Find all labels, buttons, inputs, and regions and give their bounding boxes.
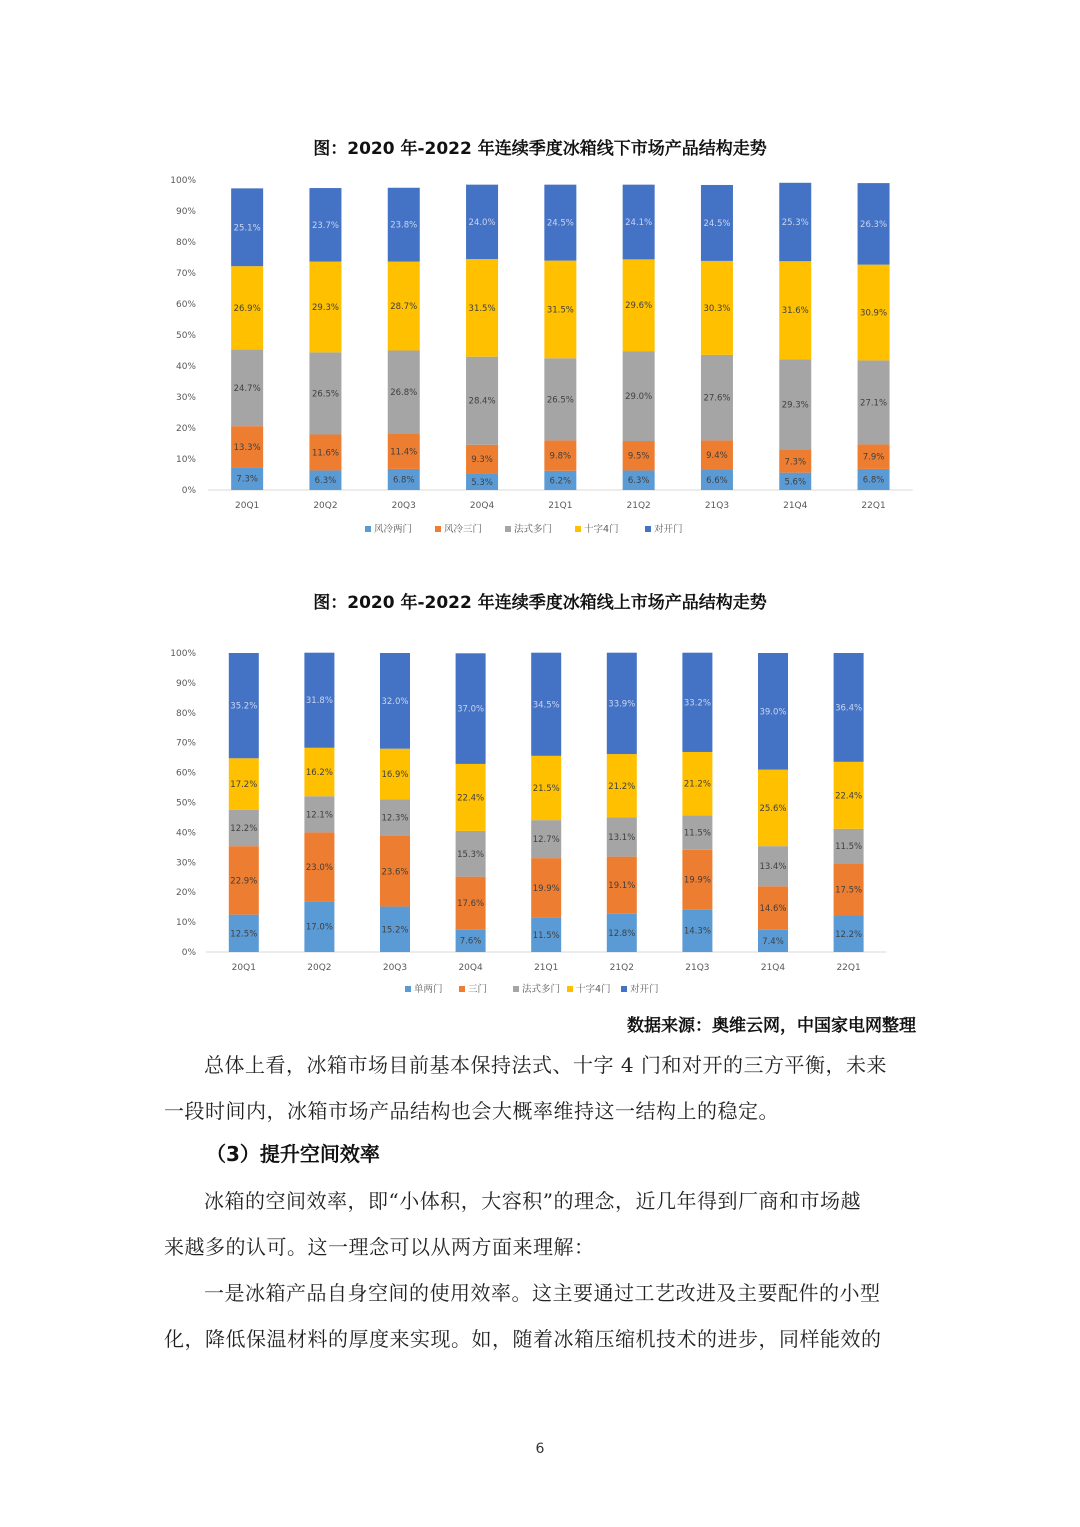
- data-label: 12.1%: [305, 810, 333, 821]
- data-label: 24.0%: [468, 217, 496, 228]
- data-label: 27.6%: [703, 393, 731, 404]
- y-tick-label: 100%: [170, 176, 196, 186]
- data-label: 17.5%: [835, 885, 863, 896]
- y-tick-label: 30%: [175, 393, 196, 403]
- data-label: 34.5%: [532, 700, 560, 711]
- chart-offline: [0, 165, 1080, 550]
- data-label: 7.3%: [236, 474, 258, 485]
- data-label: 17.6%: [457, 898, 485, 909]
- legend-swatch: [645, 526, 651, 532]
- paragraph-line: 化，降低保温材料的厚度来实现。如，随着冰箱压缩机技术的进步，同样能效的: [164, 1327, 882, 1351]
- category-label: 22Q1: [861, 501, 886, 511]
- data-label: 16.9%: [381, 769, 409, 780]
- data-label: 29.0%: [625, 392, 653, 403]
- legend-label: 风冷三门: [444, 524, 483, 535]
- data-label: 28.4%: [468, 396, 496, 407]
- y-tick-label: 20%: [175, 888, 196, 899]
- data-label: 11.6%: [311, 448, 339, 459]
- paragraph-summary: [164, 1042, 916, 1134]
- category-label: 20Q2: [313, 501, 338, 511]
- data-label: 19.1%: [608, 881, 636, 892]
- data-label: 22.4%: [457, 793, 485, 804]
- paragraph-line: 一段时间内，冰箱市场产品结构也会大概率维持这一结构上的稳定。: [164, 1099, 779, 1123]
- data-label: 24.5%: [546, 218, 574, 229]
- data-source: 数据来源：奥维云网，中国家电网整理: [627, 1016, 916, 1036]
- legend-label: 法式多门: [522, 984, 561, 995]
- data-label: 26.8%: [390, 388, 418, 399]
- legend-swatch: [575, 526, 581, 532]
- y-tick-label: 20%: [175, 424, 196, 434]
- legend-swatch: [435, 526, 441, 532]
- data-label: 26.9%: [233, 303, 261, 314]
- legend-label: 单两门: [414, 984, 443, 995]
- paragraph-product-space: [164, 1270, 916, 1362]
- y-tick-label: 30%: [175, 858, 196, 869]
- data-label: 6.3%: [314, 476, 337, 487]
- category-label: 20Q2: [307, 963, 332, 973]
- data-label: 32.0%: [381, 696, 409, 707]
- data-label: 26.3%: [860, 219, 888, 230]
- data-label: 17.0%: [305, 922, 333, 933]
- data-label: 12.2%: [230, 823, 258, 834]
- y-tick-label: 70%: [175, 269, 196, 279]
- data-label: 27.1%: [860, 398, 888, 409]
- data-label: 30.9%: [860, 308, 888, 319]
- category-label: 21Q2: [626, 501, 651, 511]
- category-label: 21Q3: [685, 963, 710, 973]
- data-label: 9.3%: [471, 455, 493, 466]
- y-tick-label: 0%: [181, 948, 196, 958]
- section-heading: （3）提升空间效率: [206, 1142, 380, 1166]
- data-label: 7.9%: [862, 452, 885, 463]
- data-label: 7.6%: [459, 936, 482, 947]
- data-label: 29.3%: [781, 400, 809, 411]
- y-tick-label: 50%: [175, 798, 196, 809]
- data-label: 6.2%: [549, 476, 572, 487]
- chart2-title: 图：2020 年-2022 年连续季度冰箱线上市场产品结构走势: [313, 593, 767, 613]
- data-label: 21.5%: [532, 783, 560, 794]
- data-label: 6.8%: [862, 475, 885, 486]
- data-label: 14.3%: [683, 926, 711, 937]
- data-label: 11.5%: [683, 828, 711, 839]
- data-label: 31.5%: [546, 305, 574, 316]
- y-tick-label: 40%: [175, 362, 196, 372]
- data-label: 15.3%: [457, 849, 485, 860]
- legend-label: 风冷两门: [374, 524, 413, 535]
- data-label: 39.0%: [759, 707, 787, 718]
- data-label: 7.3%: [784, 457, 807, 468]
- legend-label: 十字4门: [576, 984, 611, 995]
- data-label: 25.6%: [759, 803, 787, 814]
- data-label: 25.1%: [233, 223, 261, 234]
- data-label: 31.8%: [305, 696, 333, 707]
- data-label: 14.6%: [759, 904, 787, 915]
- data-label: 6.3%: [627, 476, 650, 487]
- paragraph-line: 来越多的认可。这一理念可以从两方面来理解：: [164, 1235, 595, 1259]
- category-label: 20Q4: [458, 963, 483, 973]
- paragraph-space-efficiency: [164, 1178, 916, 1270]
- data-label: 26.5%: [311, 389, 339, 400]
- legend-swatch: [567, 986, 573, 992]
- data-label: 9.4%: [706, 450, 728, 461]
- data-label: 12.5%: [230, 929, 258, 940]
- page-number: 6: [535, 1441, 545, 1457]
- data-label: 13.3%: [233, 442, 261, 453]
- legend-swatch: [505, 526, 511, 532]
- data-label: 24.5%: [703, 218, 731, 229]
- data-label: 36.4%: [835, 703, 863, 714]
- y-tick-label: 0%: [181, 486, 196, 496]
- legend-swatch: [405, 986, 411, 992]
- category-label: 20Q4: [469, 501, 495, 511]
- data-label: 23.8%: [390, 220, 418, 231]
- data-label: 37.0%: [457, 704, 485, 715]
- y-tick-label: 60%: [175, 300, 196, 310]
- legend-label: 法式多门: [514, 524, 553, 535]
- data-label: 21.2%: [608, 781, 636, 792]
- data-label: 6.6%: [706, 475, 728, 486]
- data-label: 35.2%: [230, 701, 258, 712]
- data-label: 9.8%: [549, 451, 572, 462]
- y-tick-label: 70%: [175, 738, 196, 749]
- legend-swatch: [513, 986, 519, 992]
- data-label: 25.3%: [781, 218, 809, 229]
- legend-label: 对开门: [630, 984, 659, 995]
- data-label: 26.5%: [546, 395, 574, 406]
- data-label: 23.7%: [311, 220, 339, 231]
- data-label: 22.9%: [230, 876, 258, 887]
- data-label: 33.9%: [608, 699, 636, 710]
- legend-swatch: [459, 986, 465, 992]
- paragraph-line: 冰箱的空间效率，即“小体积，大容积”的理念，近几年得到厂商和市场越: [204, 1189, 861, 1213]
- category-label: 21Q1: [548, 501, 573, 511]
- category-label: 21Q4: [783, 501, 808, 511]
- data-label: 5.3%: [471, 477, 493, 488]
- y-tick-label: 100%: [170, 649, 196, 659]
- data-label: 7.4%: [762, 936, 784, 947]
- legend-label: 十字4门: [584, 524, 619, 535]
- data-label: 22.4%: [835, 791, 863, 802]
- data-label: 11.4%: [390, 447, 418, 458]
- data-label: 24.7%: [233, 383, 261, 394]
- data-label: 12.3%: [381, 813, 409, 824]
- legend-swatch: [365, 526, 371, 532]
- data-label: 30.3%: [703, 303, 731, 314]
- data-label: 19.9%: [532, 883, 560, 894]
- category-label: 20Q3: [382, 963, 408, 973]
- data-label: 11.5%: [835, 842, 863, 853]
- y-tick-label: 60%: [175, 768, 196, 779]
- category-label: 21Q3: [704, 501, 730, 511]
- data-label: 28.7%: [390, 302, 418, 313]
- data-label: 24.1%: [625, 218, 653, 229]
- legend-label: 对开门: [654, 524, 683, 535]
- data-label: 12.2%: [835, 929, 863, 940]
- legend-swatch: [621, 986, 627, 992]
- data-label: 12.8%: [608, 928, 636, 939]
- paragraph-line: 一是冰箱产品自身空间的使用效率。这主要通过工艺改进及主要配件的小型: [204, 1281, 881, 1305]
- data-label: 6.8%: [392, 475, 415, 486]
- y-tick-label: 40%: [175, 828, 196, 839]
- y-tick-label: 80%: [175, 708, 196, 719]
- category-label: 20Q1: [235, 501, 260, 511]
- y-tick-label: 10%: [175, 455, 196, 465]
- paragraph-line: 总体上看，冰箱市场目前基本保持法式、十字 4 门和对开的三方平衡，未来: [204, 1053, 887, 1077]
- category-label: 21Q4: [760, 963, 786, 973]
- data-label: 23.6%: [381, 867, 409, 878]
- y-tick-label: 50%: [175, 331, 196, 341]
- category-label: 21Q2: [609, 963, 634, 973]
- data-label: 19.9%: [683, 875, 711, 886]
- data-label: 23.0%: [305, 862, 333, 873]
- category-label: 22Q1: [836, 963, 861, 973]
- data-label: 21.2%: [683, 779, 711, 790]
- chart1-title: 图：2020 年-2022 年连续季度冰箱线下市场产品结构走势: [313, 139, 767, 159]
- data-label: 31.5%: [468, 303, 496, 314]
- data-label: 13.4%: [759, 862, 787, 873]
- y-tick-label: 90%: [175, 207, 196, 217]
- data-label: 17.2%: [230, 779, 258, 790]
- chart-online: [0, 640, 1080, 1005]
- data-label: 11.5%: [532, 930, 560, 941]
- data-label: 31.6%: [781, 306, 809, 317]
- y-tick-label: 10%: [175, 918, 196, 929]
- data-label: 9.5%: [627, 451, 650, 462]
- data-label: 12.7%: [532, 835, 560, 846]
- category-label: 21Q1: [534, 963, 559, 973]
- category-label: 20Q3: [391, 501, 416, 511]
- data-label: 33.2%: [683, 698, 711, 709]
- data-label: 29.6%: [625, 301, 653, 312]
- data-label: 29.3%: [311, 302, 339, 313]
- data-label: 15.2%: [381, 925, 409, 936]
- data-label: 5.6%: [784, 477, 807, 488]
- y-tick-label: 80%: [175, 238, 196, 248]
- y-tick-label: 90%: [175, 678, 196, 689]
- category-label: 20Q1: [231, 963, 256, 973]
- data-label: 16.2%: [305, 768, 333, 779]
- legend-label: 三门: [468, 984, 488, 995]
- data-label: 13.1%: [608, 833, 636, 844]
